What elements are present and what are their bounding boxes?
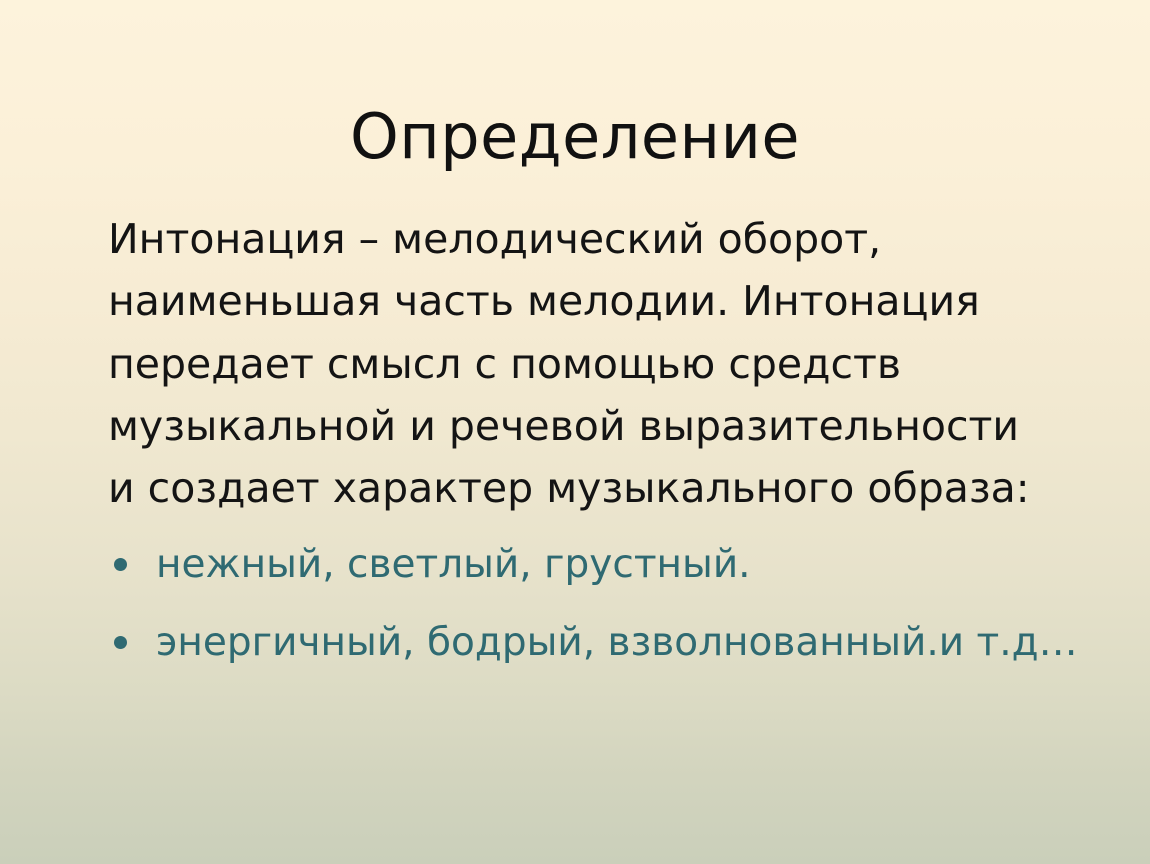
- definition-paragraph: Интонация – мелодический оборот, наименьшая часть мелодии. Интонация передает смысл с помощью средств музыкальной и речевой выразительности и создает характер музыкального образа:: [108, 215, 1030, 513]
- list-item: [108, 534, 1080, 596]
- bullet-dot-icon: [114, 636, 127, 649]
- page-title: Определение: [349, 99, 801, 173]
- bullet-list: [108, 534, 1080, 675]
- slide-body: [108, 208, 1080, 690]
- list-item: [108, 612, 1080, 674]
- list-item-label: нежный, светлый, грустный.: [156, 541, 751, 587]
- list-item-label: энергичный, бодрый, взволнованный.и т.д…: [156, 619, 1078, 665]
- bullet-dot-icon: [114, 558, 127, 571]
